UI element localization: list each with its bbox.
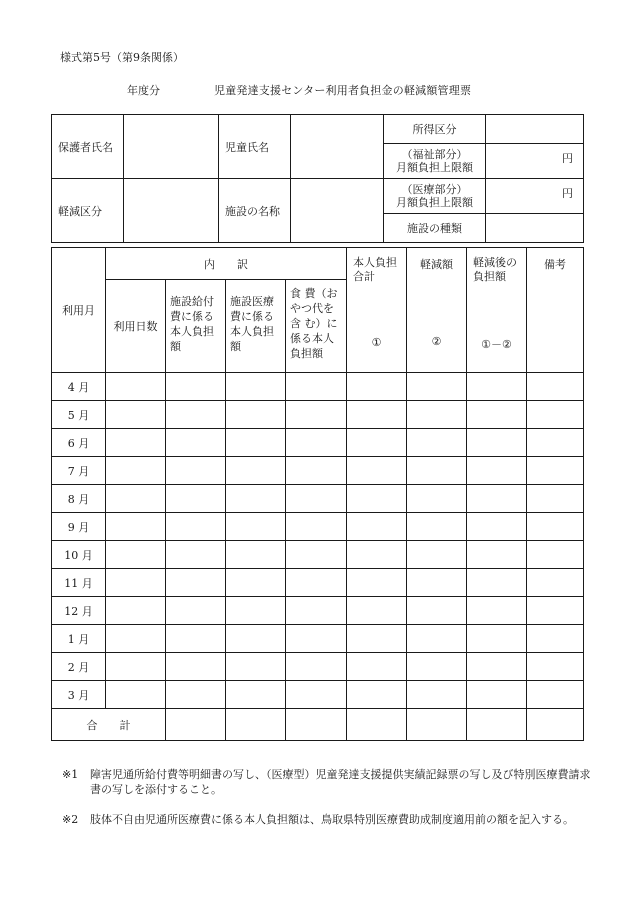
table-cell[interactable] bbox=[166, 625, 226, 653]
header-line: 施設医療 bbox=[230, 295, 274, 308]
breakdown-header: 内 訳 bbox=[106, 248, 347, 280]
header-line: 本人負担 bbox=[170, 325, 214, 338]
note-text: 障害児通所給付費等明細書の写し、（医療型）児童発達支援提供実績記録票の写し及び特別医療費請求書の写しを添付すること。 bbox=[90, 768, 591, 796]
fiscal-year-label: 年度分 bbox=[127, 84, 160, 97]
table-cell[interactable] bbox=[106, 513, 166, 541]
table-cell[interactable] bbox=[407, 681, 467, 709]
table-cell[interactable] bbox=[286, 513, 347, 541]
table-cell[interactable] bbox=[286, 681, 347, 709]
month-label: 7 月 bbox=[52, 457, 106, 485]
table-cell[interactable] bbox=[106, 681, 166, 709]
header-line: 食 費（お bbox=[290, 287, 338, 300]
table-cell[interactable] bbox=[407, 569, 467, 597]
facility-type-field[interactable] bbox=[486, 214, 584, 243]
note-mark: ※1 bbox=[62, 768, 79, 781]
medical-cap-field[interactable] bbox=[486, 179, 584, 214]
reduction-label: 軽減額 bbox=[420, 258, 453, 271]
total-label: 合 計 bbox=[52, 709, 166, 741]
table-cell[interactable] bbox=[347, 485, 407, 513]
reduction-class-label: 軽減区分 bbox=[52, 179, 124, 243]
table-cell[interactable] bbox=[106, 569, 166, 597]
total-burden-line: 本人負担 bbox=[353, 256, 397, 269]
table-cell[interactable] bbox=[347, 457, 407, 485]
welfare-cap-field[interactable] bbox=[486, 144, 584, 179]
table-cell[interactable] bbox=[166, 429, 226, 457]
table-cell[interactable] bbox=[527, 485, 584, 513]
table-cell[interactable] bbox=[166, 457, 226, 485]
header-line: 施設給付 bbox=[170, 295, 214, 308]
table-cell[interactable] bbox=[347, 653, 407, 681]
table-row bbox=[52, 681, 584, 709]
table-cell[interactable] bbox=[347, 541, 407, 569]
table-row bbox=[52, 513, 584, 541]
welfare-cap-label bbox=[384, 144, 486, 179]
table-cell[interactable] bbox=[467, 625, 527, 653]
table-cell[interactable] bbox=[226, 709, 286, 741]
month-label: 11 月 bbox=[52, 569, 106, 597]
header-line: 本人負担 bbox=[230, 325, 274, 338]
table-cell[interactable] bbox=[166, 485, 226, 513]
benefit-burden-header bbox=[166, 280, 226, 373]
remarks-header: 備考 bbox=[527, 248, 584, 373]
table-cell[interactable] bbox=[106, 625, 166, 653]
table-cell[interactable] bbox=[286, 429, 347, 457]
table-cell[interactable] bbox=[467, 541, 527, 569]
table-row bbox=[52, 597, 584, 625]
table-cell[interactable] bbox=[226, 597, 286, 625]
table-cell[interactable] bbox=[226, 373, 286, 401]
table-cell[interactable] bbox=[106, 485, 166, 513]
table-cell[interactable] bbox=[226, 569, 286, 597]
table-cell[interactable] bbox=[166, 597, 226, 625]
guardian-name-field[interactable] bbox=[124, 115, 219, 179]
header-line: 額 bbox=[230, 340, 241, 353]
total-row bbox=[52, 709, 584, 741]
table-cell[interactable] bbox=[166, 681, 226, 709]
table-cell[interactable] bbox=[166, 569, 226, 597]
table-cell[interactable] bbox=[527, 429, 584, 457]
table-cell[interactable] bbox=[286, 485, 347, 513]
mark-1: ① bbox=[371, 336, 382, 349]
table-row bbox=[52, 373, 584, 401]
table-cell[interactable] bbox=[166, 653, 226, 681]
table-cell[interactable] bbox=[527, 457, 584, 485]
table-cell[interactable] bbox=[467, 373, 527, 401]
page-title: 児童発達支援センター利用者負担金の軽減額管理票 bbox=[214, 84, 472, 97]
yen-unit: 円 bbox=[562, 152, 573, 165]
table-cell[interactable] bbox=[166, 373, 226, 401]
table-cell[interactable] bbox=[467, 569, 527, 597]
table-cell[interactable] bbox=[467, 597, 527, 625]
table-cell[interactable] bbox=[407, 429, 467, 457]
table-cell[interactable] bbox=[407, 373, 467, 401]
mark-1-minus-2: ①－② bbox=[481, 338, 512, 351]
after-reduction-line: 負担額 bbox=[473, 270, 506, 283]
header-line: 費に係る bbox=[230, 310, 274, 323]
table-cell[interactable] bbox=[407, 541, 467, 569]
month-label: 1 月 bbox=[52, 625, 106, 653]
table-cell[interactable] bbox=[286, 653, 347, 681]
table-cell[interactable] bbox=[106, 597, 166, 625]
table-row bbox=[52, 457, 584, 485]
total-burden-line: 合計 bbox=[353, 270, 375, 283]
table-cell[interactable] bbox=[407, 457, 467, 485]
after-reduction-line: 軽減後の bbox=[473, 256, 517, 269]
table-cell[interactable] bbox=[527, 401, 584, 429]
table-cell[interactable] bbox=[347, 373, 407, 401]
table-cell[interactable] bbox=[286, 569, 347, 597]
use-month-header: 利用月 bbox=[52, 248, 106, 373]
month-label: 8 月 bbox=[52, 485, 106, 513]
table-cell[interactable] bbox=[347, 709, 407, 741]
days-header: 利用日数 bbox=[106, 280, 166, 373]
table-cell[interactable] bbox=[106, 429, 166, 457]
monthly-table bbox=[51, 247, 584, 741]
table-cell[interactable] bbox=[286, 625, 347, 653]
header-line: 負担額 bbox=[290, 347, 323, 360]
table-row bbox=[52, 569, 584, 597]
table-cell[interactable] bbox=[527, 681, 584, 709]
table-row bbox=[52, 485, 584, 513]
month-label: 4 月 bbox=[52, 373, 106, 401]
child-name-label: 児童氏名 bbox=[219, 115, 291, 179]
table-cell[interactable] bbox=[226, 401, 286, 429]
table-cell[interactable] bbox=[347, 429, 407, 457]
table-cell[interactable] bbox=[527, 373, 584, 401]
table-cell[interactable] bbox=[527, 541, 584, 569]
table-cell[interactable] bbox=[347, 569, 407, 597]
table-row bbox=[52, 625, 584, 653]
total-burden-header bbox=[347, 248, 407, 373]
table-cell[interactable] bbox=[527, 709, 584, 741]
note-mark: ※2 bbox=[62, 813, 79, 826]
medical-cap-label bbox=[384, 179, 486, 214]
mark-2: ② bbox=[431, 335, 442, 348]
yen-unit: 円 bbox=[562, 187, 573, 200]
month-label: 3 月 bbox=[52, 681, 106, 709]
table-cell[interactable] bbox=[467, 457, 527, 485]
child-name-field[interactable] bbox=[291, 115, 384, 179]
table-cell[interactable] bbox=[106, 541, 166, 569]
table-cell[interactable] bbox=[467, 401, 527, 429]
form-number: 様式第5号（第9条関係） bbox=[60, 51, 184, 64]
table-cell[interactable] bbox=[286, 401, 347, 429]
table-cell[interactable] bbox=[527, 653, 584, 681]
header-line: 額 bbox=[170, 340, 181, 353]
month-label: 9 月 bbox=[52, 513, 106, 541]
header-line: 含 む）に bbox=[290, 317, 338, 330]
welfare-part-label: （福祉部分） bbox=[401, 148, 468, 161]
table-cell[interactable] bbox=[106, 401, 166, 429]
table-cell[interactable] bbox=[467, 485, 527, 513]
table-cell[interactable] bbox=[226, 625, 286, 653]
table-cell[interactable] bbox=[226, 541, 286, 569]
month-label: 6 月 bbox=[52, 429, 106, 457]
table-cell[interactable] bbox=[467, 681, 527, 709]
table-cell[interactable] bbox=[347, 625, 407, 653]
medical-part-label: （医療部分） bbox=[401, 183, 468, 196]
table-cell[interactable] bbox=[467, 653, 527, 681]
table-cell[interactable] bbox=[527, 597, 584, 625]
month-label: 5 月 bbox=[52, 401, 106, 429]
table-row bbox=[52, 653, 584, 681]
month-label: 10 月 bbox=[52, 541, 106, 569]
header-line: 係る本人 bbox=[290, 332, 334, 345]
header-line: 費に係る bbox=[170, 310, 214, 323]
table-cell[interactable] bbox=[226, 485, 286, 513]
table-cell[interactable] bbox=[407, 625, 467, 653]
table-cell[interactable] bbox=[226, 653, 286, 681]
header-line: やつ代を bbox=[290, 302, 334, 315]
monthly-cap-label: 月額負担上限額 bbox=[396, 161, 473, 174]
table-cell[interactable] bbox=[226, 457, 286, 485]
table-cell[interactable] bbox=[106, 373, 166, 401]
info-table bbox=[51, 114, 584, 243]
table-cell[interactable] bbox=[106, 653, 166, 681]
note-text: 肢体不自由児通所医療費に係る本人負担額は、鳥取県特別医療費助成制度適用前の額を記入する。 bbox=[90, 813, 574, 826]
table-cell[interactable] bbox=[467, 429, 527, 457]
table-cell[interactable] bbox=[407, 709, 467, 741]
table-row bbox=[52, 401, 584, 429]
month-label: 2 月 bbox=[52, 653, 106, 681]
table-cell[interactable] bbox=[286, 597, 347, 625]
income-class-label: 所得区分 bbox=[384, 115, 486, 144]
table-row bbox=[52, 541, 584, 569]
table-cell[interactable] bbox=[407, 513, 467, 541]
reduction-header bbox=[407, 248, 467, 373]
table-cell[interactable] bbox=[166, 709, 226, 741]
table-cell[interactable] bbox=[286, 541, 347, 569]
table-cell[interactable] bbox=[407, 401, 467, 429]
medical-burden-header bbox=[226, 280, 286, 373]
table-row bbox=[52, 429, 584, 457]
table-cell[interactable] bbox=[407, 485, 467, 513]
income-class-field[interactable] bbox=[486, 115, 584, 144]
table-cell[interactable] bbox=[527, 625, 584, 653]
table-cell[interactable] bbox=[407, 653, 467, 681]
table-cell[interactable] bbox=[347, 681, 407, 709]
table-cell[interactable] bbox=[527, 513, 584, 541]
guardian-name-label: 保護者氏名 bbox=[52, 115, 124, 179]
table-cell[interactable] bbox=[467, 513, 527, 541]
table-cell[interactable] bbox=[286, 709, 347, 741]
table-cell[interactable] bbox=[407, 597, 467, 625]
table-cell[interactable] bbox=[347, 597, 407, 625]
month-label: 12 月 bbox=[52, 597, 106, 625]
table-cell[interactable] bbox=[286, 373, 347, 401]
table-cell[interactable] bbox=[226, 513, 286, 541]
table-cell[interactable] bbox=[527, 569, 584, 597]
facility-name-field[interactable] bbox=[291, 179, 384, 243]
facility-type-label: 施設の種類 bbox=[384, 214, 486, 243]
table-cell[interactable] bbox=[166, 513, 226, 541]
table-cell[interactable] bbox=[347, 401, 407, 429]
table-cell[interactable] bbox=[166, 541, 226, 569]
table-cell[interactable] bbox=[286, 457, 347, 485]
facility-name-label: 施設の名称 bbox=[219, 179, 291, 243]
table-cell[interactable] bbox=[226, 429, 286, 457]
after-reduction-header bbox=[467, 248, 527, 373]
medical-monthly-cap-label: 月額負担上限額 bbox=[396, 196, 473, 209]
table-cell[interactable] bbox=[226, 681, 286, 709]
reduction-class-field[interactable] bbox=[124, 179, 219, 243]
table-cell[interactable] bbox=[166, 401, 226, 429]
food-burden-header bbox=[286, 280, 347, 373]
table-cell[interactable] bbox=[106, 457, 166, 485]
table-cell[interactable] bbox=[467, 709, 527, 741]
table-cell[interactable] bbox=[347, 513, 407, 541]
